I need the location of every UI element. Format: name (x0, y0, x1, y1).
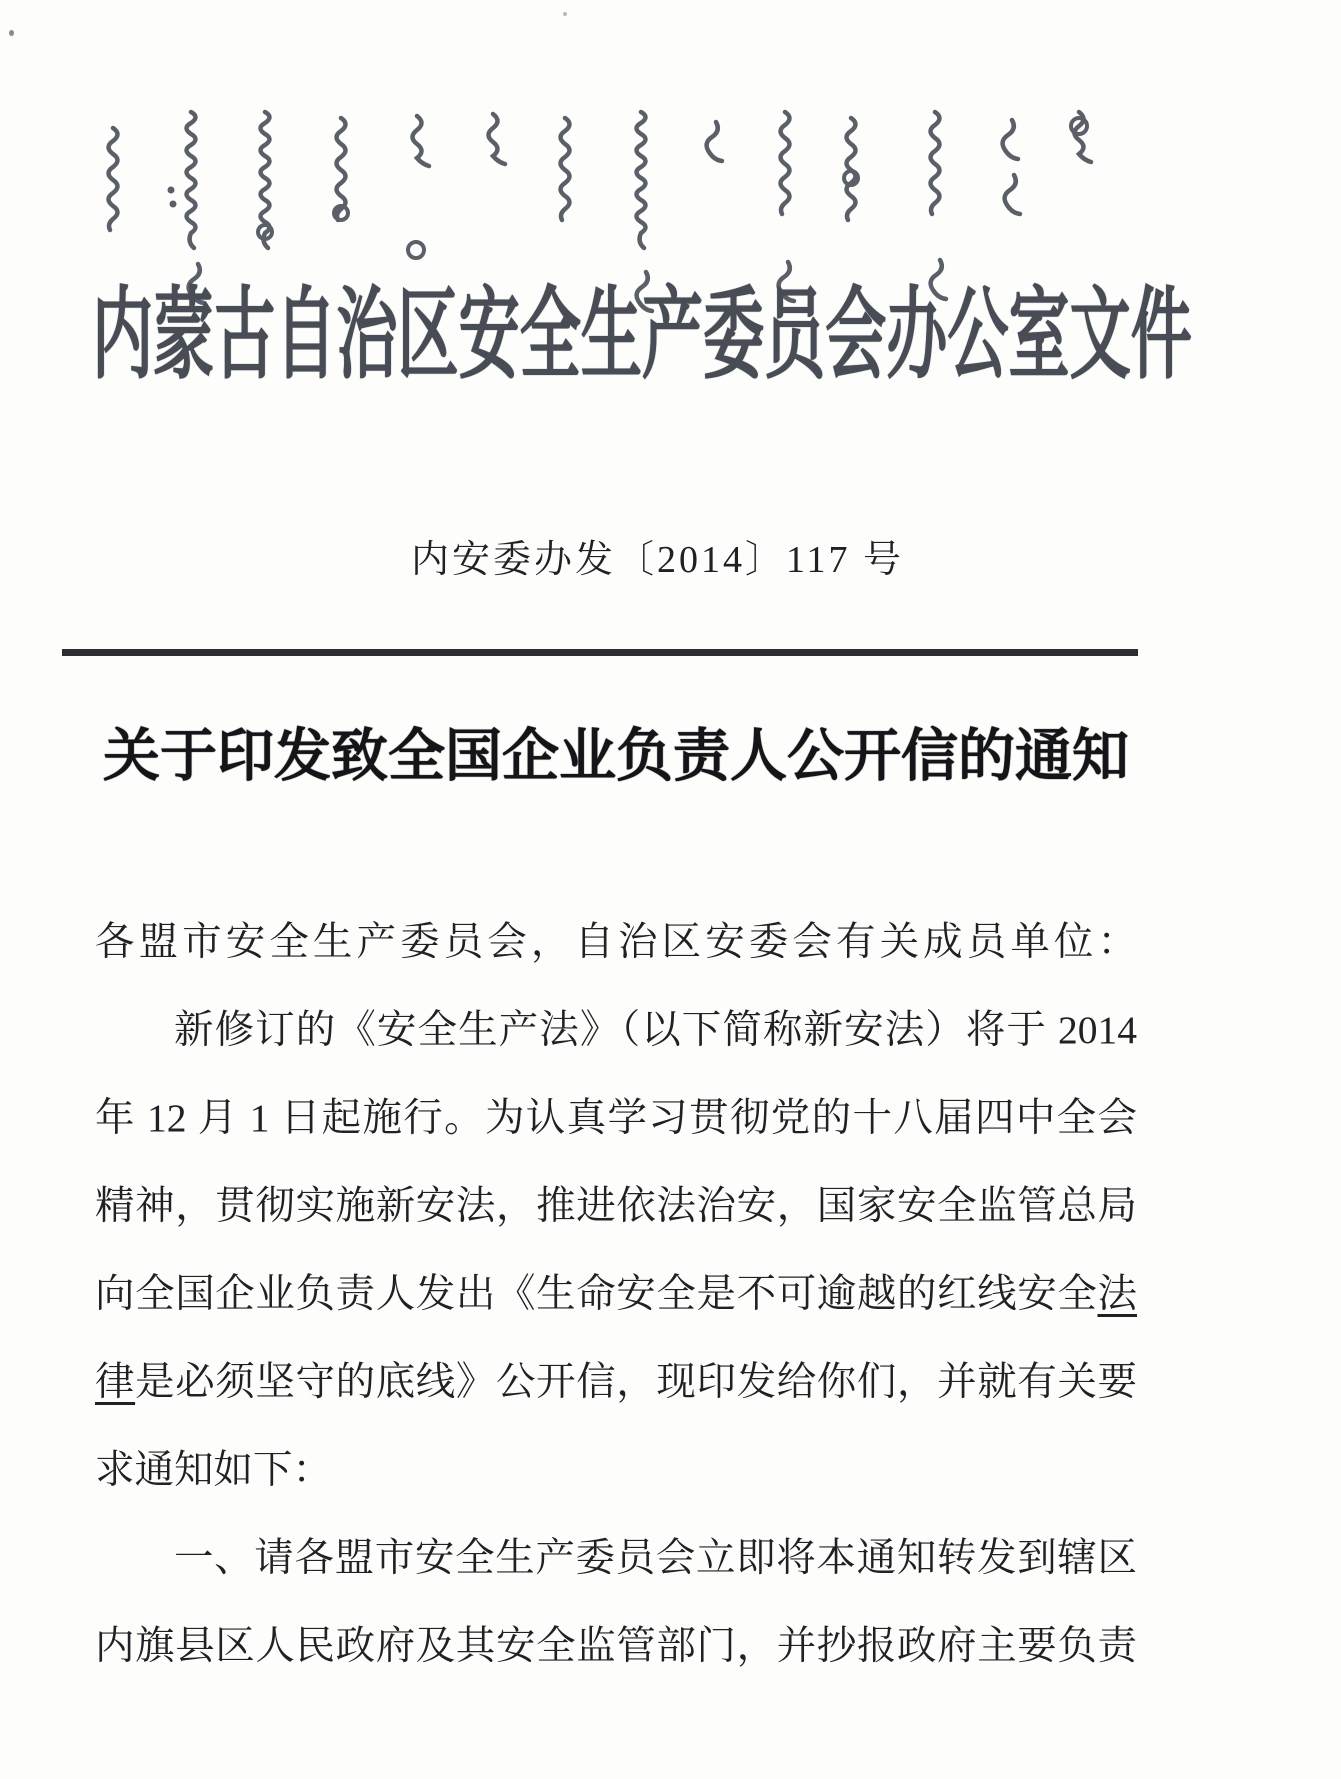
body-line (95, 1250, 1137, 1338)
body-line (95, 1602, 1137, 1690)
underlined-char: 律 (95, 1360, 136, 1404)
body-line-text: 一、请各盟市安全生产委员会立即将本通知转发到辖区 (174, 1536, 1137, 1580)
body-line-text: 各盟市安全生产委员会，自治区安委会有关成员单位： (95, 920, 1137, 964)
body-line (95, 898, 1137, 986)
body-line (95, 1514, 1137, 1602)
body-line-text: 精神，贯彻实施新安法，推进依法治安，国家安全监管总局 (95, 1184, 1137, 1228)
body-line-text: 年 12 月 1 日起施行。为认真学习贯彻党的十八届四中全会 (95, 1096, 1137, 1140)
body-line-text: 内旗县区人民政府及其安全监管部门，并抄报政府主要负责 (95, 1624, 1137, 1668)
document-number: 内安委办发〔2014〕117 号 (410, 539, 905, 581)
body-text (95, 898, 1137, 1690)
body-line (95, 1426, 1137, 1514)
body-line-text: 新修订的《安全生产法》（以下简称新安法）将于 2014 (174, 1008, 1137, 1052)
body-line-text: 是必须坚守的底线》公开信，现印发给你们，并就有关要 (135, 1360, 1138, 1404)
agency-header-title: 内蒙古自治区安全生产委员会办公室文件 (92, 280, 1192, 391)
body-line-text: 求通知如下： (95, 1448, 332, 1492)
notice-title: 关于印发致全国企业负责人公开信的通知 (103, 725, 1129, 788)
body-line (95, 1338, 1137, 1426)
body-line (95, 1074, 1137, 1162)
body-line (95, 986, 1137, 1074)
underlined-char: 法 (1097, 1272, 1137, 1316)
body-line-text: 向全国企业负责人发出《生命安全是不可逾越的红线安全 (95, 1272, 1098, 1316)
header-divider-rule (62, 649, 1138, 656)
mongolian-script-icon (0, 0, 1341, 320)
body-line (95, 1162, 1137, 1250)
